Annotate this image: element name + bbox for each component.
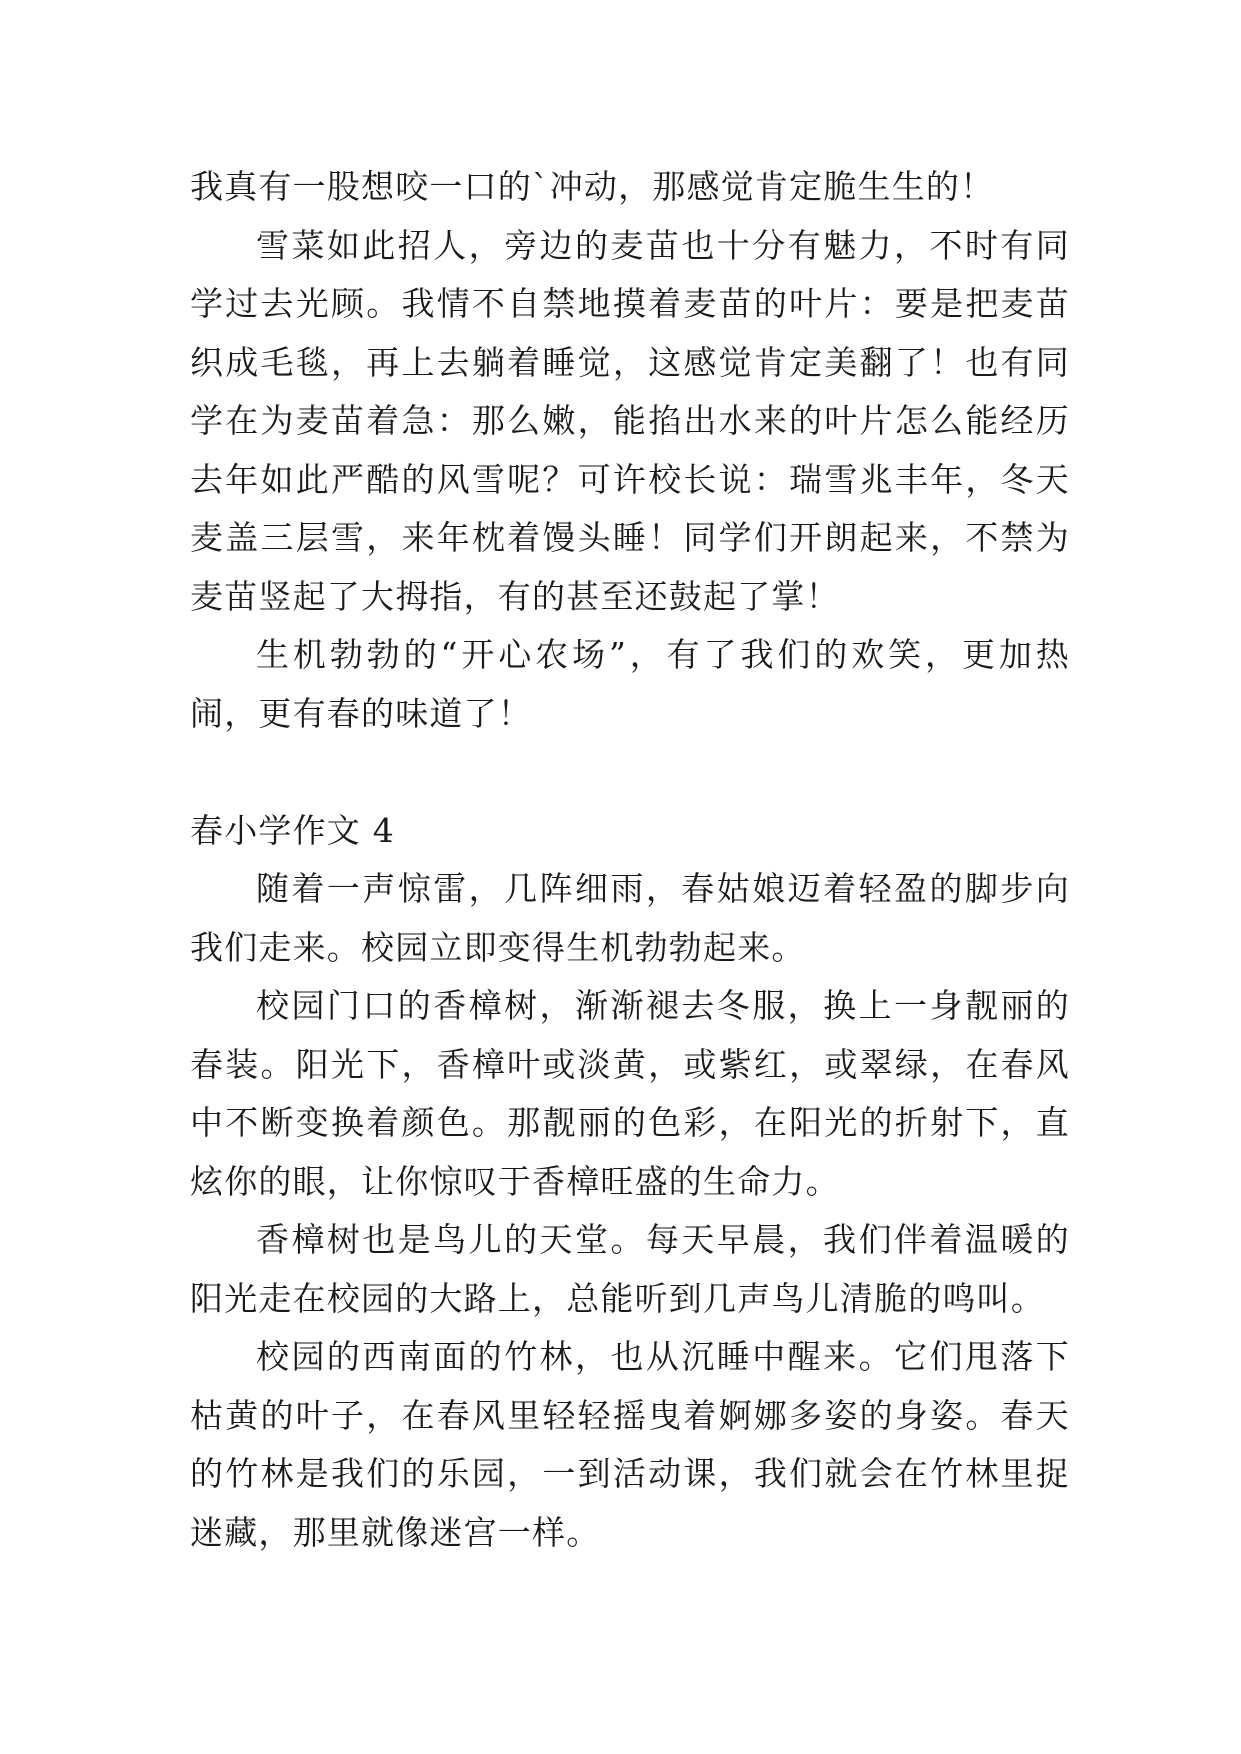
- paragraph-camphor-tree: 校园门口的香樟树，渐渐褪去冬服，换上一身靓丽的春装。阳光下，香樟叶或淡黄，或紫红，或翠绿，在春风中不断变换着颜色。那靓丽的色彩，在阳光的折射下，直炫你的眼，让你惊叹于香樟旺盛的生命力。: [190, 986, 1070, 1201]
- paragraph-bamboo-forest: 校园的西南面的竹林，也从沉睡中醒来。它们甩落下枯黄的叶子，在春风里轻轻摇曳着婀娜多姿的身姿。春天的竹林是我们的乐园，一到活动课，我们就会在竹林里捉迷藏，那里就像迷宫一样。: [190, 1337, 1070, 1552]
- section-title: 春小学作文 4: [190, 810, 395, 850]
- paragraph-snow-vegetable: 雪菜如此招人，旁边的麦苗也十分有魅力，不时有同学过去光顾。我情不自禁地摸着麦苗的叶片：要是把麦苗织成毛毯，再上去躺着睡觉，这感觉肯定美翻了！也有同学在为麦苗着急：那么嫩，能掐出水来的叶片怎么能经历去年如此严酷的风雪呢？可许校长说：瑞雪兆丰年，冬天麦盖三层雪，来年枕着馒头睡！同学们开朗起来，不禁为麦苗竖起了大拇指，有的甚至还鼓起了掌！: [190, 225, 1070, 616]
- paragraph-spring-arrives: 随着一声惊雷，几阵细雨，春姑娘迈着轻盈的脚步向我们走来。校园立即变得生机勃勃起来。: [190, 869, 1070, 967]
- paragraph-continuation: 我真有一股想咬一口的`冲动，那感觉肯定脆生生的！: [190, 167, 995, 206]
- document-body: [190, 158, 1070, 1562]
- paragraph-bird-paradise: 香樟树也是鸟儿的天堂。每天早晨，我们伴着温暖的阳光走在校园的大路上，总能听到几声鸟儿清脆的鸣叫。: [190, 1220, 1070, 1318]
- section-spacer: [190, 743, 1070, 802]
- paragraph-happy-farm: 生机勃勃的“开心农场”，有了我们的欢笑，更加热闹，更有春的味道了！: [190, 635, 1070, 733]
